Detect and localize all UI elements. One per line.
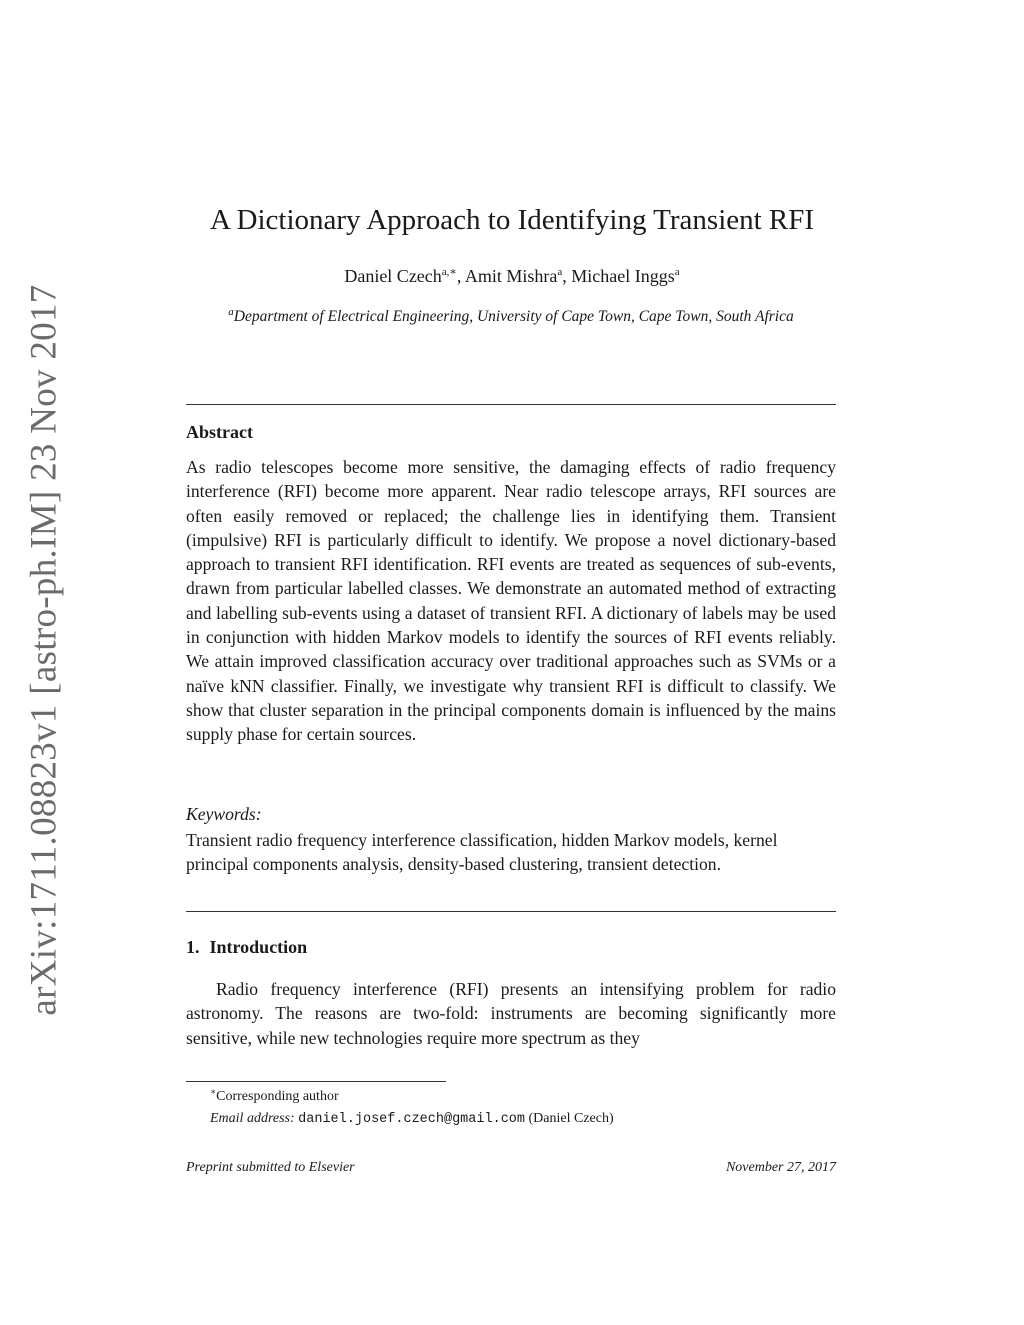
keywords-label: Keywords: [186, 804, 262, 824]
section-number: 1. [186, 937, 200, 957]
author-name: Amit Mishra [464, 266, 558, 286]
author-affiliation-mark: a [674, 266, 680, 278]
affiliation-mark: a [228, 305, 234, 318]
author-name: Daniel Czech [344, 266, 442, 286]
section-title: Introduction [209, 937, 308, 957]
footnote-corresponding [210, 1086, 614, 1108]
keywords-text: Transient radio frequency interference classification, hidden Markov models, kernel principal components analysis, density-based clustering, transient detection. [186, 830, 778, 875]
abstract-top-rule [186, 404, 836, 405]
arxiv-identifier: arXiv:1711.08823v1 [astro-ph.IM] 23 Nov 2017 [23, 284, 65, 1016]
abstract-bottom-rule [186, 911, 836, 912]
footnote-email-line [210, 1108, 614, 1131]
footnote [210, 1086, 614, 1131]
abstract-text: As radio telescopes become more sensitive, the damaging effects of radio frequency interference (RFI) become more apparent. Near radio telescope arrays, RFI sources are often easily removed or replaced; the challenge lies in identifying them. Transient (impulsive) RFI is particularly difficult to identify. We propose a novel dictionary-based approach to transient RFI identification. RFI events are treated as sequences of sub-events, drawn from particular labelled classes. We demonstrate an automated method of extracting and labelling sub-events using a dataset of transient RFI. A dictionary of labels may be used in conjunction with hidden Markov models to identify the sources of RFI events reliably. We attain improved classification accuracy over traditional approaches such as SVMs or a naïve kNN classifier. Finally, we investigate why transient RFI is difficult to classify. We show that cluster separation in the principal components domain is influenced by the mains supply phase for certain sources. [186, 457, 836, 745]
footer-date: November 27, 2017 [725, 1160, 836, 1175]
footer-preprint-note: Preprint submitted to Elsevier [186, 1160, 355, 1175]
author-affiliation-mark: a,∗ [441, 266, 457, 278]
email-address-link[interactable]: daniel.josef.czech@gmail.com [298, 1112, 525, 1127]
corresponding-author-label: Corresponding author [216, 1089, 339, 1104]
footnote-rule [186, 1081, 446, 1082]
affiliation-text: Department of Electrical Engineering, University of Cape Town, Cape Town, South Africa [233, 308, 794, 325]
email-owner: (Daniel Czech) [528, 1111, 614, 1126]
email-label: Email address: [210, 1111, 295, 1126]
paper-title: A Dictionary Approach to Identifying Transient RFI [209, 204, 815, 236]
introduction-text: Radio frequency interference (RFI) presents an intensifying problem for radio astronomy. The reasons are two-fold: instruments are becoming significantly more sensitive, while new technologies require more spectrum as they [186, 979, 836, 1048]
author-name: Michael Inggs [571, 266, 675, 286]
affiliation [186, 306, 836, 327]
section-heading-introduction [186, 937, 307, 958]
author-affiliation-mark: a [557, 266, 563, 278]
footnote-mark: ∗ [210, 1086, 217, 1097]
author-list: Daniel Czech$^{a,∗}$, Amit Mishra$^a$, Michael Inggs$^a$ [344, 266, 680, 286]
abstract-heading: Abstract [186, 422, 253, 442]
